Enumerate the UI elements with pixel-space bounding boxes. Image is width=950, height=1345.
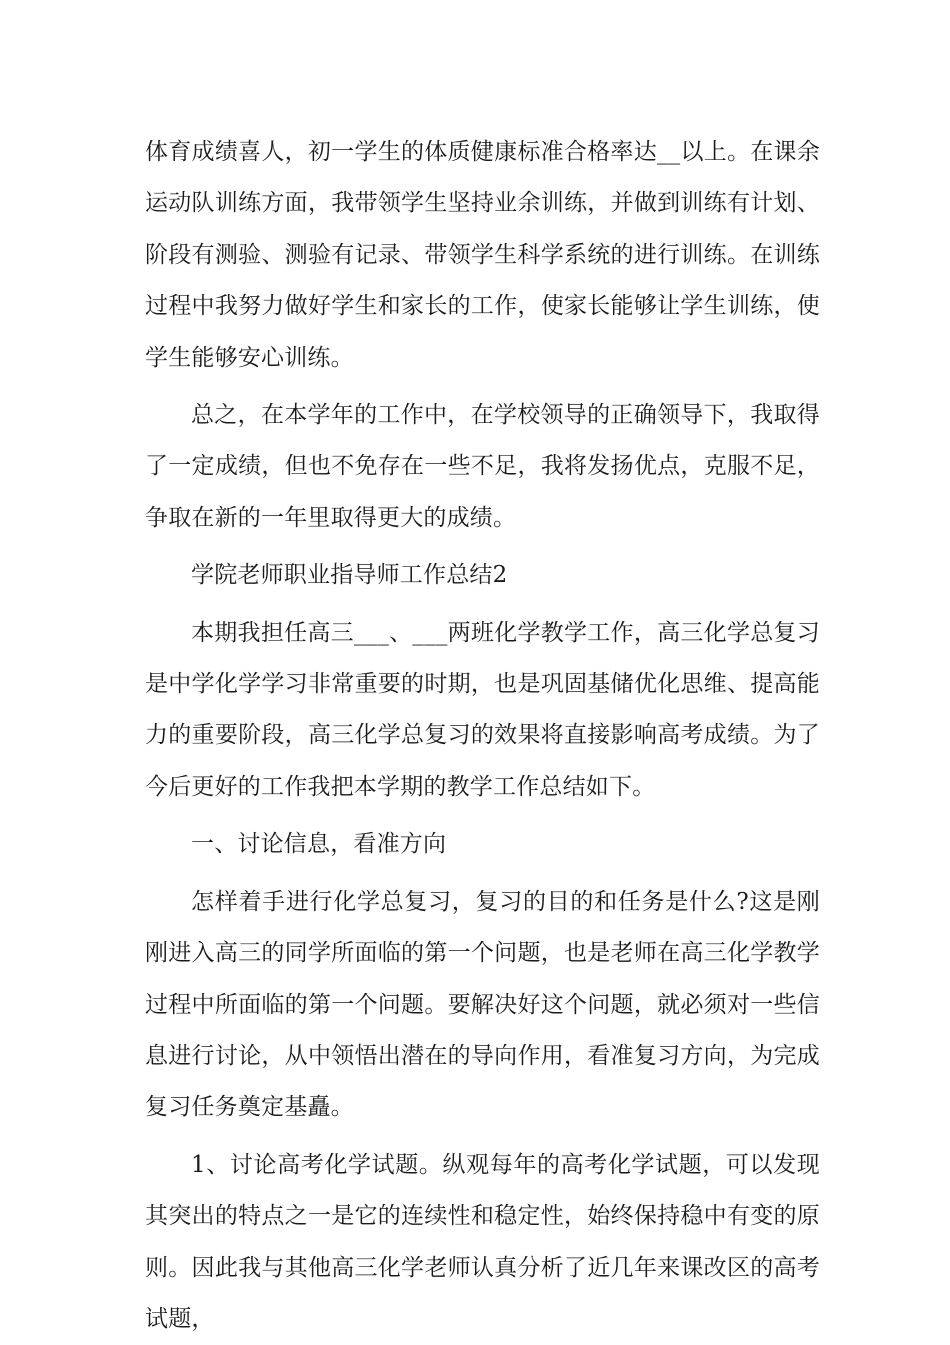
paragraph-5: 1、讨论高考化学试题。纵观每年的高考化学试题，可以发现其突出的特点之一是它的连续性和稳定性，始终保持稳中有变的原则。因此我与其他高三化学老师认真分析了近几年来课改区的高考试题， — [145, 1151, 820, 1332]
paragraph-2: 总之，在本学年的工作中，在学校领导的正确领导下，我取得了一定成绩，但也不免存在一些不足，我将发扬优点，克服不足，争取在新的一年里取得更大的成绩。 — [145, 402, 820, 531]
section-title: 学院老师职业指导师工作总结2 — [191, 562, 508, 589]
paragraph-3: 本期我担任高三___、___两班化学教学工作，高三化学总复习是中学化学学习非常重要的时期，也是巩固基储优化思维、提高能力的重要阶段，高三化学总复习的效果将直接影响高考成绩。为了今后更好的工作我把本学期的教学工作总结如下。 — [145, 619, 820, 800]
paragraph-1: 体育成绩喜人，初一学生的体质健康标准合格率达__以上。在课余运动队训练方面，我带领学生坚持业余训练，并做到训练有计划、阶段有测验、测验有记录、带领学生科学系统的进行训练。在训练过程中我努力做好学生和家长的工作，使家长能够让学生训练，使学生能够安心训练。 — [145, 139, 820, 371]
subheading-1: 一、讨论信息，看准方向 — [191, 831, 447, 858]
paragraph-4: 怎样着手进行化学总复习，复习的目的和任务是什么?这是刚刚进入高三的同学所面临的第一个问题，也是老师在高三化学教学过程中所面临的第一个问题。要解决好这个问题，就必须对一些信息进行讨论，从中领悟出潜在的导向作用，看准复习方向，为完成复习任务奠定基矗。 — [145, 888, 820, 1121]
